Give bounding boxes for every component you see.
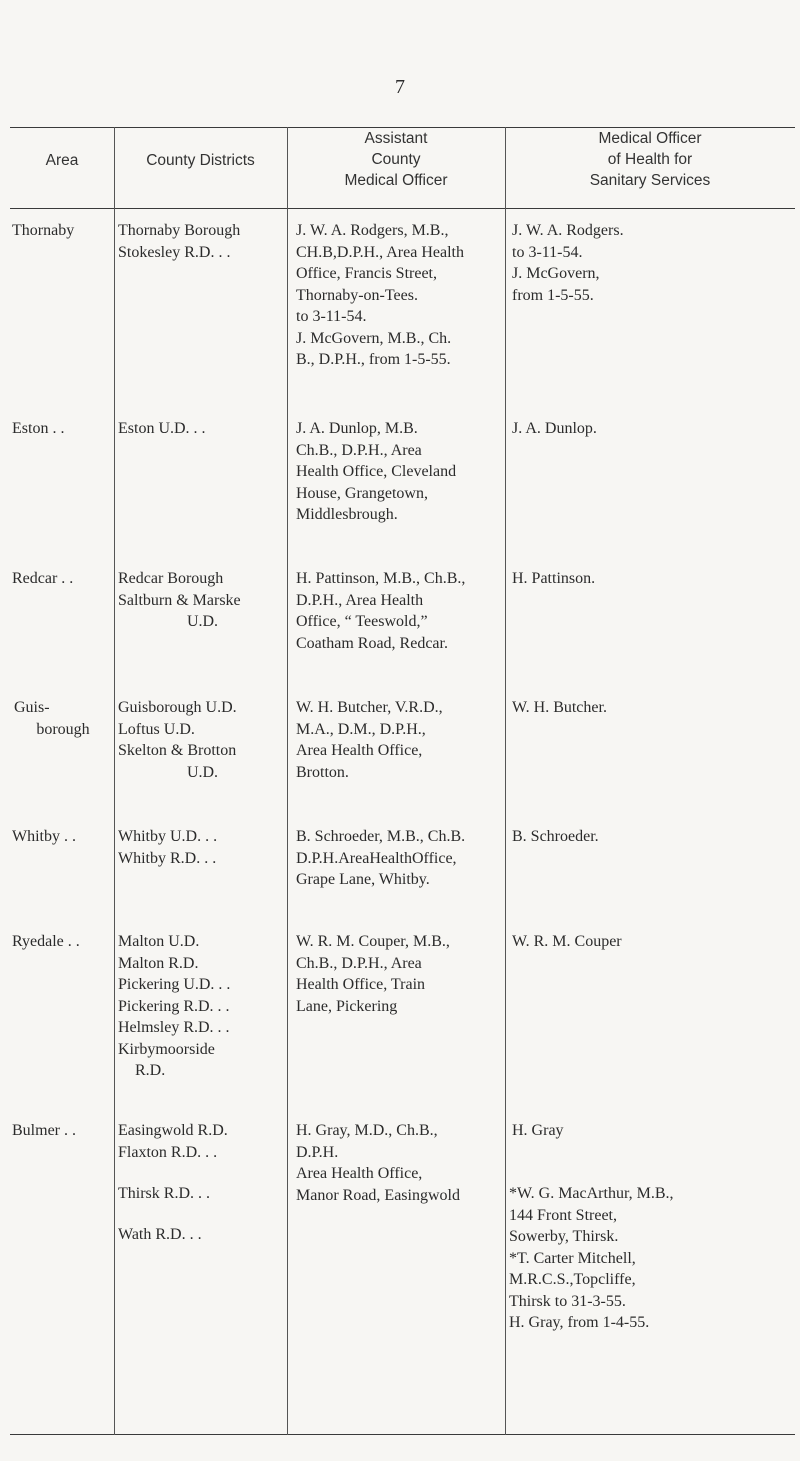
header-rule — [10, 208, 795, 209]
header-moh: Medical Officer of Health for Sanitary Services — [589, 130, 711, 189]
redcar-area: Redcar . . — [12, 570, 74, 587]
bulmer-district-thirsk: Thirsk R.D. . . — [118, 1185, 210, 1202]
bulmer-district-wath: Wath R.D. . . — [118, 1226, 202, 1243]
redcar-moh: H. Pattinson. — [512, 570, 596, 587]
guisborough-districts: Guisborough U.D. Loftus U.D. Skelton & Brotton U.D. — [118, 699, 237, 781]
eston-area: Eston . . — [12, 420, 65, 437]
whitby-area: Whitby . . — [12, 828, 76, 845]
bulmer-assistant: H. Gray, M.D., Ch.B., D.P.H. Area Health Office, Manor Road, Easingwold — [296, 1122, 460, 1204]
bulmer-area: Bulmer . . — [12, 1122, 76, 1139]
eston-moh: J. A. Dunlop. — [512, 420, 597, 437]
bulmer-moh-primary: H. Gray — [512, 1122, 564, 1139]
bulmer-moh-thirsk: *W. G. MacArthur, M.B., 144 Front Street, Sowerby, Thirsk. *T. Carter Mitchell, M.R.C.S.,Topcliffe, Thirsk to 31-3-55. H. Gray, from 1-4-55. — [509, 1185, 674, 1331]
bulmer-districts-upper: Easingwold R.D. Flaxton R.D. . . — [118, 1122, 228, 1161]
whitby-moh: B. Schroeder. — [512, 828, 599, 845]
header-assistant-cmo: Assistant County Medical Officer — [344, 130, 448, 189]
guisborough-moh: W. H. Butcher. — [512, 699, 607, 716]
whitby-assistant: B. Schroeder, M.B., Ch.B. D.P.H.AreaHealthOffice, Grape Lane, Whitby. — [296, 828, 466, 888]
header-area: Area — [45, 152, 79, 169]
table-bottom-rule — [10, 1434, 795, 1435]
thornaby-assistant: J. W. A. Rodgers, M.B., CH.B,D.P.H., Area Health Office, Francis Street, Thornaby-on-Tees. to 3-11-54. J. McGovern, M.B., Ch. B., D.P.H., from 1-5-55. — [296, 222, 464, 368]
whitby-districts: Whitby U.D. . . Whitby R.D. . . — [118, 828, 218, 867]
ryedale-area: Ryedale . . — [12, 933, 80, 950]
redcar-districts: Redcar Borough Saltburn & Marske U.D. — [118, 570, 241, 630]
column-divider-2 — [287, 127, 288, 1435]
column-divider-1 — [114, 127, 115, 1435]
redcar-assistant: H. Pattinson, M.B., Ch.B., D.P.H., Area Health Office, “ Teeswold,” Coatham Road, Redcar. — [296, 570, 466, 652]
thornaby-districts: Thornaby Borough Stokesley R.D. . . — [118, 222, 241, 261]
ryedale-moh: W. R. M. Couper — [512, 933, 622, 950]
ryedale-assistant: W. R. M. Couper, M.B., Ch.B., D.P.H., Area Health Office, Train Lane, Pickering — [296, 933, 450, 1015]
eston-districts: Eston U.D. . . — [118, 420, 206, 437]
page-number: 7 — [395, 76, 405, 98]
column-divider-3 — [505, 127, 506, 1435]
guisborough-area: Guis- borough — [14, 699, 90, 738]
header-county-districts: County Districts — [146, 152, 255, 169]
thornaby-moh: J. W. A. Rodgers. to 3-11-54. J. McGovern, from 1-5-55. — [512, 222, 624, 304]
guisborough-assistant: W. H. Butcher, V.R.D., M.A., D.M., D.P.H., Area Health Office, Brotton. — [296, 699, 443, 781]
eston-assistant: J. A. Dunlop, M.B. Ch.B., D.P.H., Area Health Office, Cleveland House, Grangetown, Middlesbrough. — [296, 420, 457, 523]
thornaby-area: Thornaby — [12, 222, 75, 239]
ryedale-districts: Malton U.D. Malton R.D. Pickering U.D. . . Pickering R.D. . . Helmsley R.D. . . Kirbymoorside R.D. — [118, 933, 231, 1079]
